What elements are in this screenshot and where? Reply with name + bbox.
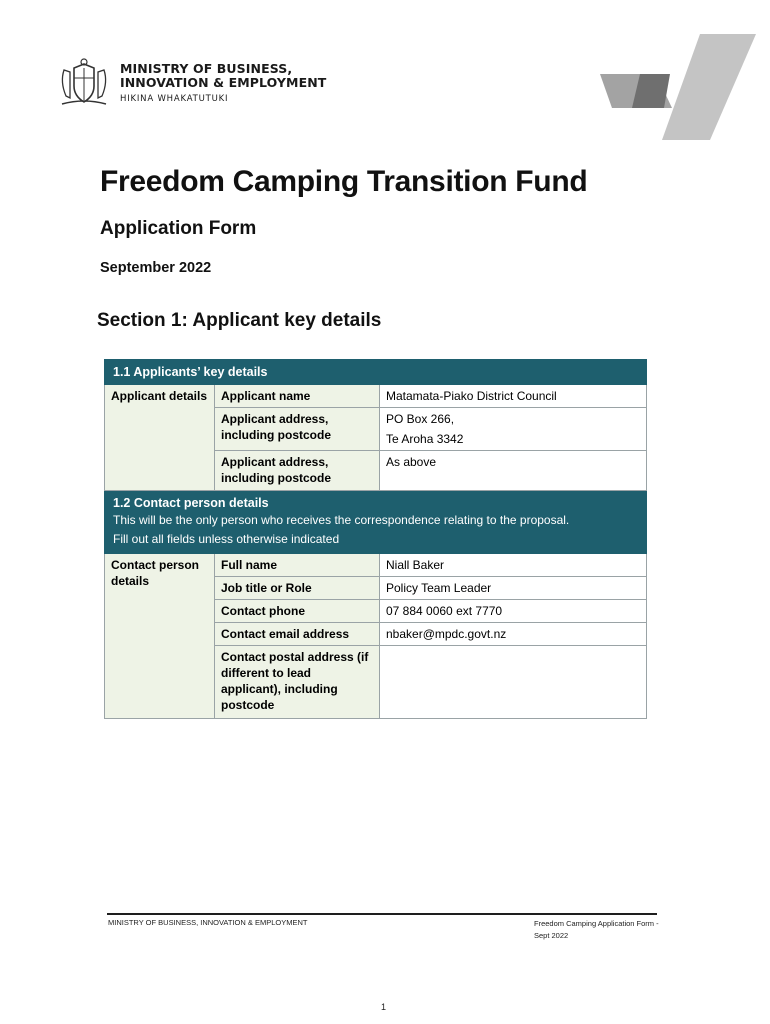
- applicant-name-field[interactable]: [380, 385, 647, 408]
- full-name-field[interactable]: Niall Baker: [380, 554, 647, 577]
- field-label: Full name: [215, 554, 380, 577]
- table-row: [105, 554, 647, 577]
- applicant-details-table: [104, 359, 647, 719]
- document-title: Freedom Camping Transition Fund: [100, 165, 588, 198]
- decorative-chevron-graphic: [600, 32, 756, 142]
- document-subtitle: Application Form: [100, 218, 257, 239]
- org-name-line1: MINISTRY OF BUSINESS,: [120, 61, 293, 76]
- contact-header-title: 1.2 Contact person details: [113, 496, 269, 510]
- applicants-header-title: 1.1 Applicants’ key details: [113, 365, 268, 379]
- field-value: Matamata-Piako District Council: [386, 389, 557, 403]
- field-label: Applicant address, including postcode: [215, 408, 380, 451]
- field-value: Te Aroha 3342: [386, 432, 464, 446]
- coat-of-arms-icon: [56, 58, 112, 108]
- contact-postal-address-field[interactable]: [380, 646, 647, 719]
- page-number: 1: [381, 1002, 387, 1012]
- contact-header-instruction: Fill out all fields unless otherwise indicated: [113, 532, 340, 546]
- document-date: September 2022: [100, 260, 212, 276]
- applicants-header-bar: [105, 360, 647, 385]
- contact-header-row: [105, 491, 647, 554]
- footer-divider: [107, 913, 657, 915]
- section-heading: Section 1: Applicant key details: [97, 310, 382, 331]
- field-label: Job title or Role: [215, 577, 380, 600]
- job-title-field[interactable]: Policy Team Leader: [380, 577, 647, 600]
- contact-email-field[interactable]: nbaker@mpdc.govt.nz: [380, 623, 647, 646]
- org-maori-name: HIKINA WHAKATUTUKI: [120, 94, 229, 104]
- applicants-header-row: [105, 360, 647, 385]
- footer-organisation: MINISTRY OF BUSINESS, INNOVATION & EMPLOYMENT: [108, 918, 308, 927]
- field-value: PO Box 266,: [386, 412, 455, 426]
- mbie-logo: [56, 58, 356, 114]
- footer-document-name: Freedom Camping Application Form - Sept 2022: [534, 919, 659, 940]
- org-name: [120, 62, 326, 90]
- field-label: Applicant address, including postcode: [215, 451, 380, 491]
- applicant-address-field[interactable]: [380, 408, 647, 451]
- field-label: Contact postal address (if different to lead applicant), including postcode: [215, 646, 380, 719]
- field-label: Contact email address: [215, 623, 380, 646]
- contact-phone-field[interactable]: 07 884 0060 ext 7770: [380, 600, 647, 623]
- field-value: As above: [386, 455, 437, 469]
- contact-header-bar: [105, 491, 647, 554]
- contact-person-details-label: Contact person details: [105, 554, 215, 719]
- field-label: Contact phone: [215, 600, 380, 623]
- table-row: [105, 385, 647, 408]
- field-label: Applicant name: [215, 385, 380, 408]
- applicant-address-field-2[interactable]: [380, 451, 647, 491]
- contact-header-note: This will be the only person who receives the correspondence relating to the proposal.: [113, 513, 570, 527]
- org-name-line2: INNOVATION & EMPLOYMENT: [120, 75, 327, 90]
- applicant-details-label: Applicant details: [105, 385, 215, 491]
